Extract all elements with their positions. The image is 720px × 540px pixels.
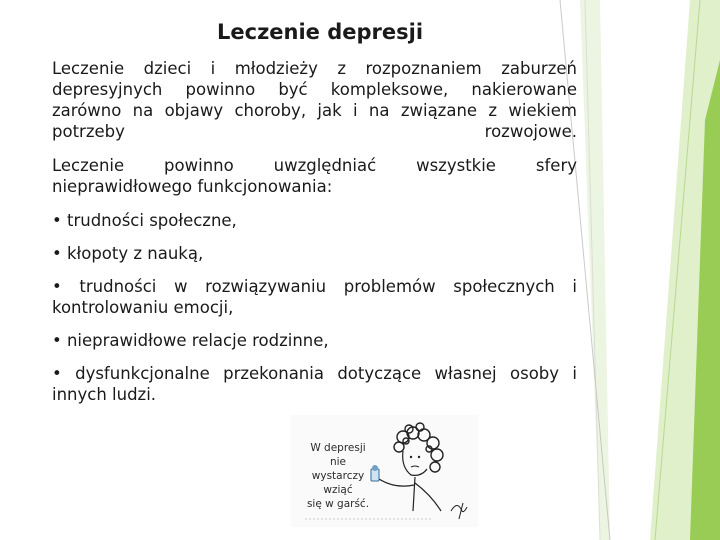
cartoon-figure-drawing xyxy=(291,415,478,527)
depression-illustration xyxy=(291,415,478,527)
scope-paragraph: Leczenie powinno uwzględniać wszystkie sfery nieprawidłowego funkcjonowania: xyxy=(52,156,577,196)
slide-body xyxy=(52,58,577,417)
illustration-caption: W depresji nie wystarczy wziąć się w garść. xyxy=(306,442,370,510)
bullet-item: • trudności społeczne, xyxy=(52,211,237,230)
bullet-item: • nieprawidłowe relacje rodzinne, xyxy=(52,331,329,350)
slide-title: Leczenie depresji xyxy=(217,20,424,44)
bullet-item: • dysfunkcjonalne przekonania dotyczące własnej osoby i innych ludzi. xyxy=(52,364,577,404)
intro-paragraph: Leczenie dzieci i młodzieży z rozpoznaniem zaburzeń depresyjnych powinno być kompleksowe, nakierowane zarówno na objawy choroby, jak i na związane z wiekiem potrzeby rozwojowe. xyxy=(52,59,577,141)
bullet-item: • kłopoty z nauką, xyxy=(52,244,204,263)
bullet-item: • trudności w rozwiązywaniu problemów społecznych i kontrolowaniu emocji, xyxy=(52,277,577,317)
